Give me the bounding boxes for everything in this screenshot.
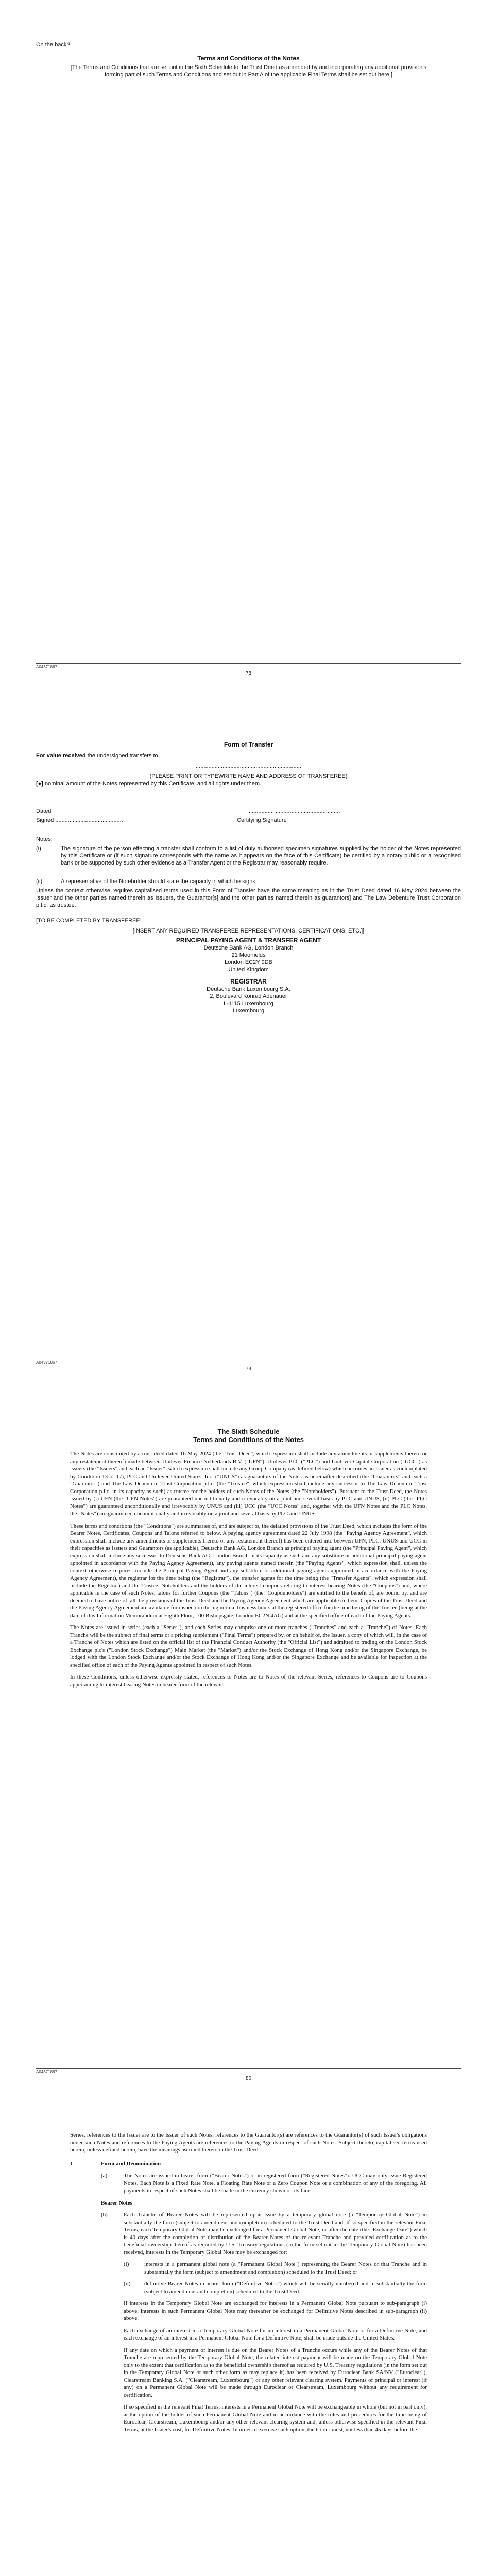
section-title: Form and Denomination (101, 2160, 161, 2167)
note-i-number: (i) (36, 845, 41, 852)
sub-clause-number: (ii) (124, 2281, 131, 2287)
dated-dots: ........................................................... (247, 808, 340, 815)
for-value-rest: the undersigned transfers to (85, 753, 158, 759)
address-line: London EC2Y 9DB (225, 959, 272, 965)
page-78 (0, 0, 497, 697)
registrar-title: REGISTRAR (230, 978, 267, 985)
nominal-line (36, 780, 261, 787)
insert-representations-label: [INSERT ANY REQUIRED TRANSFEREE REPRESENTATIONS, CERTIFICATIONS, ETC.]] (132, 928, 365, 934)
schedule-subtitle: Terms and Conditions of the Notes (193, 1436, 304, 1444)
paragraph: Each exchange of an interest in a Temporary Global Note for an interest in a Permanent Global Note or for a Definitive Note, and each exchange of an interest in a Permanent Global Note for a Definitive Note, shall be made outside the United States. (124, 2327, 427, 2341)
address-line: 2, Boulevard Konrad Adenauer (210, 993, 287, 999)
paragraph: If so specified in the relevant Final Terms, interests in a Permanent Global Note will be exchangeable in whole (but not in part only), at the option of the holder of such Permanent Global Note and in accordance with the rules and procedures for the time being of Euroclear, Clearstream, Luxembourg and/or any other relevant clearing system and, unless otherwise specified in the relevant Final Terms, at the Issuer's cost, for Definitive Notes. In order to exercise such option, the holder must, not less than 45 days before the (124, 2404, 427, 2433)
transferee-dots: ................................................................... (196, 763, 301, 769)
signed-label: Signed (36, 817, 54, 823)
paragraph: If interests in the Temporary Global Note are exchanged for interests in a Permanent Global Note pursuant to sub-paragraph (i) above, interests in such Permanent Global Note may thereafter be exchanged for Definitive Notes described in sub-paragraph (ii) above. (124, 2300, 427, 2321)
to-be-completed-label: [TO BE COMPLETED BY TRANSFEREE: (36, 918, 142, 924)
unless-paragraph: Unless the context otherwise requires capitalised terms used in this Form of Transfer have the same meaning as in the Trust Deed dated 16 May 2024 between the Issuer and the other parties named therein as Issuers, the Guarantor[s] and the other parties named therein as guarantors] and The Law Debenture Trust Corporation p.l.c. as trustee. (36, 888, 461, 908)
paragraph: The Notes are constituted by a trust deed dated 16 May 2024 (the "Trust Deed", which expression shall include any amendments or supplements thereto or any restatement thereof) made between Unilever Finance Netherlands B.V. ("UFN"), Unilever PLC ("PLC") and Unilever Capital Corporation ("UCC") as issuers (the "Issuers" and each an "Issuer", which expression shall include any Group Company (as defined below) which becomes an Issuer as contemplated by Condition 13 or 17), PLC and Unilever United States, Inc. ("UNUS") as guarantors of the Notes as hereinafter described (the "Guarantors" and each a "Guarantor") and The Law Debenture Trust Corporation p.l.c. (the "Trustee", which expression shall include any successor to The Law Debenture Trust Corporation p.l.c. in its capacity as such) as trustee for the holders of such Notes of the Notes (the "Noteholders"). Pursuant to the Trust Deed, the Notes issued by (i) UFN (the "UFN Notes") are guaranteed unconditionally and irrevocably on a joint and several basis by PLC and UNUS, (ii) PLC (the "PLC Notes") are guaranteed unconditionally and irrevocably by UNUS and (iii) UCC (the "UCC Notes" and, together with the UFN Notes and the PLC Notes, the "Notes") are guaranteed unconditionally and irrevocably on a joint and several basis by PLC and UNUS. (70, 1451, 427, 1517)
clause-text: The Notes are issued in bearer form ("Bearer Notes") or in registered form ("Registered Notes"). UCC may only issue Registered Notes. Each Note is a Fixed Rate Note, a Floating Rate Note or a Zero Coupon Note or a combination of any of the foregoing. All payments in respect of such Notes shall be made in the currency shown on its face. (124, 2173, 427, 2194)
document-reference: A04371867 (36, 2070, 57, 2074)
for-value-line (36, 752, 158, 759)
for-value-bold: For value received (36, 753, 86, 759)
page-title: Terms and Conditions of the Notes (197, 55, 300, 62)
note-ii-text: A representative of the Noteholder should state the capacity in which he signs. (61, 878, 257, 885)
page-81 (0, 2100, 497, 2576)
address-line: 21 Moorfields (231, 952, 266, 958)
nominal-rest: nominal amount of the Notes represented by this Certificate, and all rights under them. (43, 781, 262, 787)
paragraph: The Notes are issued in series (each a "Series"), and each Series may comprise one or more tranches ("Tranches" and each a "Tranche") of Notes. Each Tranche will be the subject of final terms or a pricing supplement ("Final Terms") prepared by, or on behalf of, the Issuer, a copy of which will, in the case of a Tranche of Notes which are listed on the official list of the Financial Conduct Authority (the "Official List") and admitted to trading on the London Stock Exchange plc's ("London Stock Exchange") Main Market (the "Market") and/or the Stock Exchange of Hong Kong and/or the Singapore Exchange, be lodged with the London Stock Exchange and/or the Stock Exchange of Hong Kong and/or the Singapore Exchange and be available for inspection at the specified office of each of the Paying Agents appointed in respect of such Notes. (70, 1624, 427, 1668)
clause-number: (a) (101, 2173, 108, 2179)
paragraph: If any date on which a payment of interest is due on the Bearer Notes of a Tranche occurs while any of the Bearer Notes of that Tranche are represented by the Temporary Global Note, the related interest payment will be made on the Temporary Global Note only to the extent that certification as to the beneficial ownership thereof as required by U.S. Treasury regulations (in the form set out in the Temporary Global Note or such other form as may replace it) has been received by Euroclear Bank SA/NV ("Euroclear"), Clearstream Banking S.A. ("Clearstream, Luxembourg") or any other relevant clearing system. Payments of principal or interest (if any) on a Permanent Global Note will be made through Euroclear or Clearstream, Luxembourg without any requirement for certification. (124, 2347, 427, 2398)
note-ii (36, 878, 461, 885)
bearer-notes-heading: Bearer Notes (101, 2199, 132, 2206)
page-80 (0, 1400, 497, 2100)
note-i (36, 845, 461, 867)
schedule-title: The Sixth Schedule (217, 1428, 280, 1435)
please-print-label: (PLEASE PRINT OR TYPEWRITE NAME AND ADDRESS OF TRANSFEREE) (149, 773, 348, 779)
sub-clause-number: (i) (124, 2261, 129, 2267)
document-reference: A04371867 (36, 665, 57, 669)
page-number: 79 (245, 1366, 252, 1372)
certifying-signature-label: Certifying Signature (237, 817, 287, 823)
page-79 (0, 697, 497, 1400)
continuation-paragraph: Series, references to the Issuer are to the Issuer of such Notes, references to the Guarantor(s) are references to the Guarantor(s) of such Issuer's obligations under such Notes and references to the Paying Agents are references to the Paying Agents in respect of such Notes. Subject thereto, capitalised terms used herein, unless defined herein, have the meanings ascribed thereto in the Trust Deed. (70, 2132, 427, 2153)
signed-line (36, 817, 123, 824)
clause-a (101, 2172, 427, 2195)
note-i-text: The signature of the person effecting a transfer shall conform to a list of duly authorised specimen signatures supplied by the holder of the Notes represented by this Certificate or (if such signature corresponds with the name as it appears on the face of this Certificate) be certified by a notary public or a recognised bank or be supported by such other evidence as a Transfer Agent or the Registrar may reasonably require. (61, 845, 461, 866)
page-number: 78 (245, 671, 252, 676)
page-number: 80 (245, 2076, 252, 2081)
principal-paying-agent-address (0, 944, 497, 973)
address-line: L-1115 Luxembourg (224, 1001, 273, 1007)
address-line: Luxembourg (232, 1008, 265, 1014)
intro-paragraph: [The Terms and Conditions that are set out in the Sixth Schedule to the Trust Deed as amended by and incorporating any additional provisions forming part of such Terms and Conditions and set out in Part A of the applicable Final Terms shall be set out here.] (70, 64, 427, 78)
clause-b-i (124, 2261, 427, 2276)
on-back-label: On the back:¹ (36, 42, 71, 48)
address-line: Deutsche Bank Luxembourg S.A. (207, 986, 290, 992)
address-line: United Kingdom (228, 967, 269, 973)
clause-number: (b) (101, 2212, 108, 2218)
document-reference: A04371867 (36, 1360, 57, 1365)
footer-rule (36, 663, 461, 664)
notes-label: Notes: (36, 836, 53, 842)
clause-text: Each Tranche of Bearer Notes will be represented upon issue by a temporary global note (a "Temporary Global Note") in substantially the form (subject to amendment and completion) scheduled to the Trust Deed and, if so specified in the relevant Final Terms, each Temporary Global Note may be exchanged for a Permanent Global Note, or after the date (the "Exchange Date") which is 40 days after the completion of distribution of the Bearer Notes of the relevant Tranche and provided certification as to the beneficial ownership thereof as required by U.S. Treasury regulations (in the form set out in the Temporary Global Note) has been received, interests in the Temporary Global Note may be exchanged for: (124, 2212, 427, 2256)
sub-clause-text: interests in a permanent global note (a "Permanent Global Note") representing the Bearer Notes of that Tranche and in substantially the form (subject to amendment and completion) scheduled to the Trust Deed; or (144, 2261, 427, 2275)
section-number: 1 (70, 2160, 73, 2167)
registrar-address (0, 986, 497, 1014)
conditions-intro (70, 1450, 427, 1693)
sub-clause-text: definitive Bearer Notes in bearer form ("Definitive Notes") which will be serially numbered and in substantially the form (subject to amendment and completion) scheduled to the Trust Deed. (144, 2281, 427, 2295)
page-title: Form of Transfer (224, 741, 273, 748)
footer-rule (36, 2068, 461, 2069)
note-ii-number: (ii) (36, 878, 43, 885)
paragraph: In these Conditions, unless otherwise expressly stated, references to Notes are to Notes of the relevant Series, references to Coupons are to Coupons appertaining to interest bearing Notes in bearer form of the relevant (70, 1674, 427, 1688)
address-line: Deutsche Bank AG, London Branch (203, 945, 294, 951)
dated-label: Dated (36, 808, 52, 815)
principal-paying-agent-title: PRINCIPAL PAYING AGENT & TRANSFER AGENT (176, 937, 321, 944)
section-1-heading (70, 2160, 427, 2168)
signed-dots: ........................................... (55, 817, 123, 823)
nominal-amount-placeholder: [●] (36, 781, 43, 787)
conditions-body (70, 2131, 427, 2438)
clause-b-ii (124, 2280, 427, 2295)
clause-b (101, 2211, 427, 2256)
paragraph: These terms and conditions (the "Conditions") are summaries of, and are subject to, the detailed provisions of the Trust Deed, which includes the form of the Bearer Notes, Certificates, Coupons and Talons referred to below. A paying agency agreement dated 22 July 1998 (the "Paying Agency Agreement", which expression shall include any amendments or supplements thereto or any restatement thereof) has been entered into between UFN, PLC, UNUS and UCC in their capacities as Issuers and Guarantors (as applicable), Deutsche Bank AG, London Branch as principal paying agent (the "Principal Paying Agent", which expression shall include any successor to Deutsche Bank AG, London Branch in its capacity as such and any substitute or additional principal paying agent appointed in accordance with the Paying Agency Agreement), any paying agents named therein (the "Paying Agents", which expression shall, unless the context otherwise requires, include the Principal Paying Agent and any substitute or additional paying agents appointed in accordance with the Paying Agency Agreement), the registrar for the time being (the "Registrar"), the transfer agents for the time being (the "Transfer Agents", which expression shall include the Registrar) and the Trustee. Noteholders and the holders of the interest coupons relating to interest bearing Notes (the "Coupons") and, where applicable in the case of such Notes, talons for further Coupons (the "Talons") (the "Couponholders") are entitled to the benefit of, are bound by, and are deemed to have notice of, all the provisions of the Trust Deed and the Paying Agency Agreement which are applicable to them. Copies of the Trust Deed and the Paying Agency Agreement are available for inspection during normal business hours at the registered office for the time being of the Trustee (being at the date of this Information Memorandum at Eighth Floor, 100 Bishopsgate, London EC2N 4AG) and at the specified office of each of the Paying Agents. (70, 1522, 427, 1619)
